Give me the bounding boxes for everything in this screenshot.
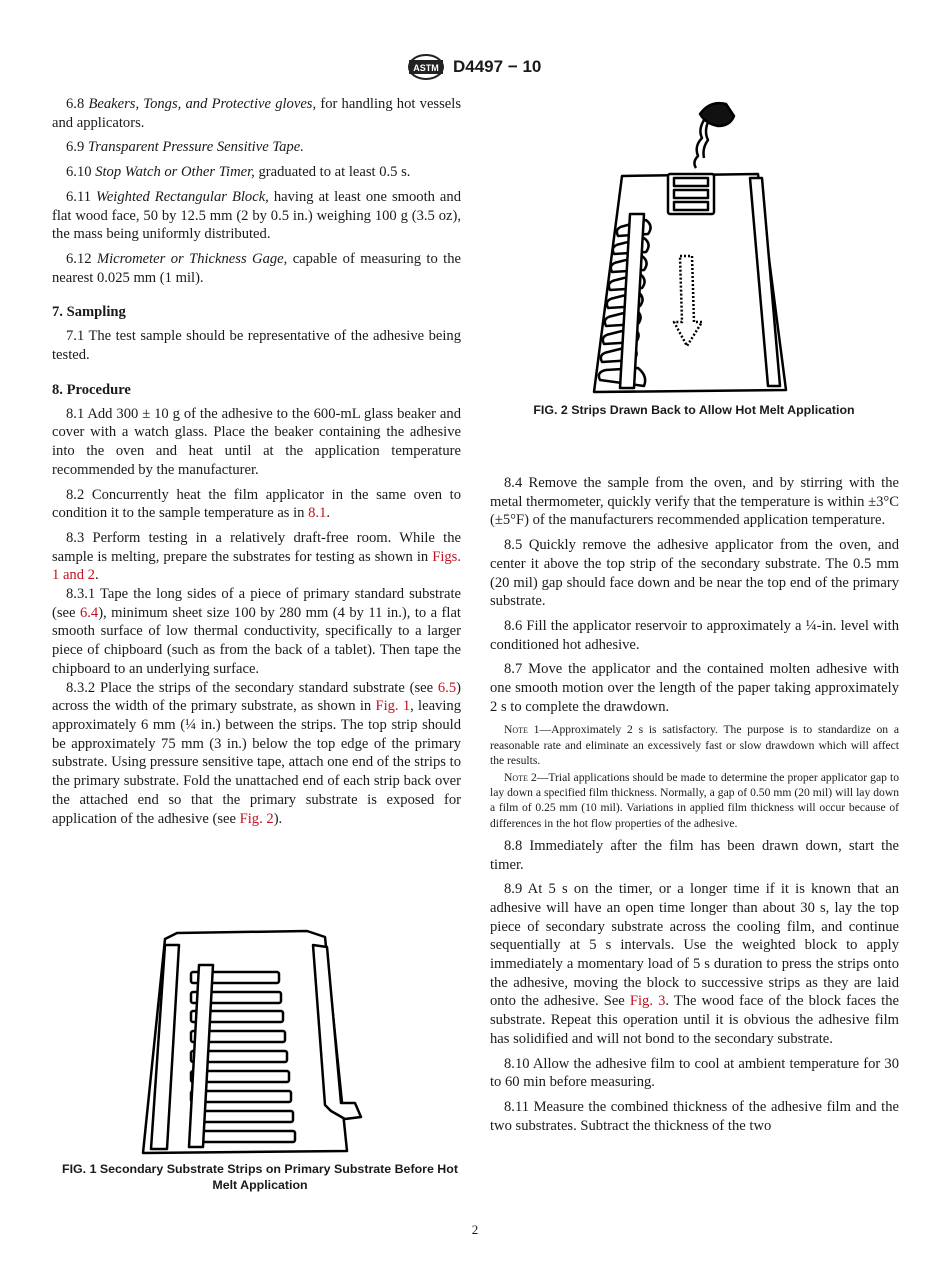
para-8-3-2: 8.3.2 Place the strips of the secondary standard substrate (see 6.5) across the width of the primary substrate, as shown in Fig. 1, leaving approximately 6 mm (¼ in.) between the strips. The top strip should be approximately 75 mm (3 in.) below the top edge of the primary substrate. Using pressure sensitive tape, attach one end of the strips to the primary substrate. Fold the unattached end of each strip back over the attached end so that the primary substrate is exposed for application of the adhesive (see Fig. 2). <box>52 679 461 827</box>
section-heading-procedure: 8. Procedure <box>52 381 131 398</box>
ref-link-6-5[interactable]: 6.5 <box>437 679 457 696</box>
section-heading-sampling: 7. Sampling <box>52 304 126 321</box>
para-8-9: 8.9 At 5 s on the timer, or a longer time if it is known that an adhesive will have an open time longer than about 30 s, lay the top piece of secondary substrate across the cooling film, and continue sequentially at 5 s intervals. Use the weighted block to apply immediately a momentary load of 5 s duration to press the strips onto the adhesive, moving the block to successive strips as they are laid onto the adhesive. See Fig. 3. The wood face of the block faces the substrate. Repeat this operation until it is obvious the adhesive film has solidified and will not bond to the secondary substrate. <box>490 881 899 1047</box>
page-number: 2 <box>471 1222 479 1237</box>
page-header <box>406 52 556 82</box>
figure-1-illustration <box>135 925 385 1157</box>
para-6-11: 6.11 Weighted Rectangular Block, having at least one smooth and flat wood face, 50 by 12.5 mm (2 by 0.5 in.) weighing 100 g (3.5 oz), the mass being uniformly distributed. <box>52 188 461 243</box>
right-column <box>490 474 899 1135</box>
para-8-6: 8.6 Fill the applicator reservoir to approximately a ¼-in. level with conditioned hot adhesive. <box>490 617 899 653</box>
para-6-12: 6.12 Micrometer or Thickness Gage, capable of measuring to the nearest 0.025 mm (1 mil). <box>52 250 461 286</box>
ref-link-fig-1[interactable]: Fig. 1 <box>375 698 411 715</box>
ref-link-fig-3[interactable]: Fig. 3 <box>629 993 666 1010</box>
para-8-11: 8.11 Measure the combined thickness of the adhesive film and the two substrates. Subtract the thickness of the two <box>490 1099 899 1134</box>
ref-link-figs-1-2[interactable]: Figs. 1 and 2 <box>52 548 461 584</box>
figure-2-illustration <box>588 96 794 396</box>
ref-link-fig-2[interactable]: Fig. 2 <box>239 810 274 827</box>
para-8-8: 8.8 Immediately after the film has been drawn down, start the timer. <box>490 837 899 873</box>
ref-link-8-1[interactable]: 8.1 <box>308 505 327 522</box>
ref-link-6-4[interactable]: 6.4 <box>79 604 99 621</box>
para-6-8: 6.8 Beakers, Tongs, and Protective gloves, for handling hot vessels and applicators. <box>52 96 461 131</box>
svg-text:ASTM: ASTM <box>413 63 439 73</box>
para-6-10: 6.10 Stop Watch or Other Timer, graduated to at least 0.5 s. <box>66 164 411 181</box>
left-column <box>52 95 461 828</box>
astm-logo-icon <box>406 52 446 82</box>
note-1: Note 1—Approximately 2 s is satisfactory. The purpose is to standardize on a reasonable rate and eliminate an excessively fast or slow drawdown which will affect the results. <box>490 723 899 767</box>
para-8-3-1: 8.3.1 Tape the long sides of a piece of primary standard substrate (see 6.4), minimum sheet size 100 by 280 mm (4 by 11 in.), to a flat smooth surface of low thermal conductivity, specifically to a larger piece of chipboard (such as from the back of a tablet). Then tape the chipboard to an underlying surface. <box>52 586 461 677</box>
document-designation: D4497 − 10 <box>453 57 542 76</box>
figure-1-caption: FIG. 1 Secondary Substrate Strips on Primary Substrate Before Hot Melt Application <box>62 1162 458 1192</box>
para-8-1: 8.1 Add 300 ± 10 g of the adhesive to the 600-mL glass beaker and cover with a watch glass. Place the beaker containing the adhesive into the oven and heat until at the application temperature recommended by the manufacturer. <box>52 405 461 478</box>
para-8-4: 8.4 Remove the sample from the oven, and by stirring with the metal thermometer, quickly verify that the temperature is within ±3°C (±5°F) of the manufacturers recommended application temperature. <box>490 475 899 529</box>
para-8-3: 8.3 Perform testing in a relatively draft-free room. While the sample is melting, prepare the substrates for testing as shown in Figs. 1 and 2. <box>52 529 461 584</box>
figure-2-caption: FIG. 2 Strips Drawn Back to Allow Hot Melt Application <box>533 403 855 417</box>
para-8-10: 8.10 Allow the adhesive film to cool at ambient temperature for 30 to 60 min before measuring. <box>490 1055 899 1091</box>
para-8-2: 8.2 Concurrently heat the film applicator in the same oven to condition it to the sample temperature as in 8.1. <box>52 486 461 522</box>
para-7-1: 7.1 The test sample should be representative of the adhesive being tested. <box>52 328 461 364</box>
para-8-5: 8.5 Quickly remove the adhesive applicator from the oven, and center it above the top strip of the secondary substrate. The 0.5 mm (20 mil) gap should face down and be near the top end of the primary substrate. <box>490 537 899 610</box>
note-2: Note 2—Trial applications should be made to determine the proper applicator gap to lay down a specified film thickness. Normally, a gap of 0.50 mm (20 mil) will lay down a film of 0.25 mm (10 mil). Variations in applied film thickness will occur because of differences in the hot flow properties of the adhesive. <box>490 771 899 830</box>
para-8-7: 8.7 Move the applicator and the contained molten adhesive with one smooth motion over the length of the paper taking approximately 2 s to complete the drawdown. <box>490 661 899 715</box>
para-6-9: 6.9 Transparent Pressure Sensitive Tape. <box>66 139 304 156</box>
